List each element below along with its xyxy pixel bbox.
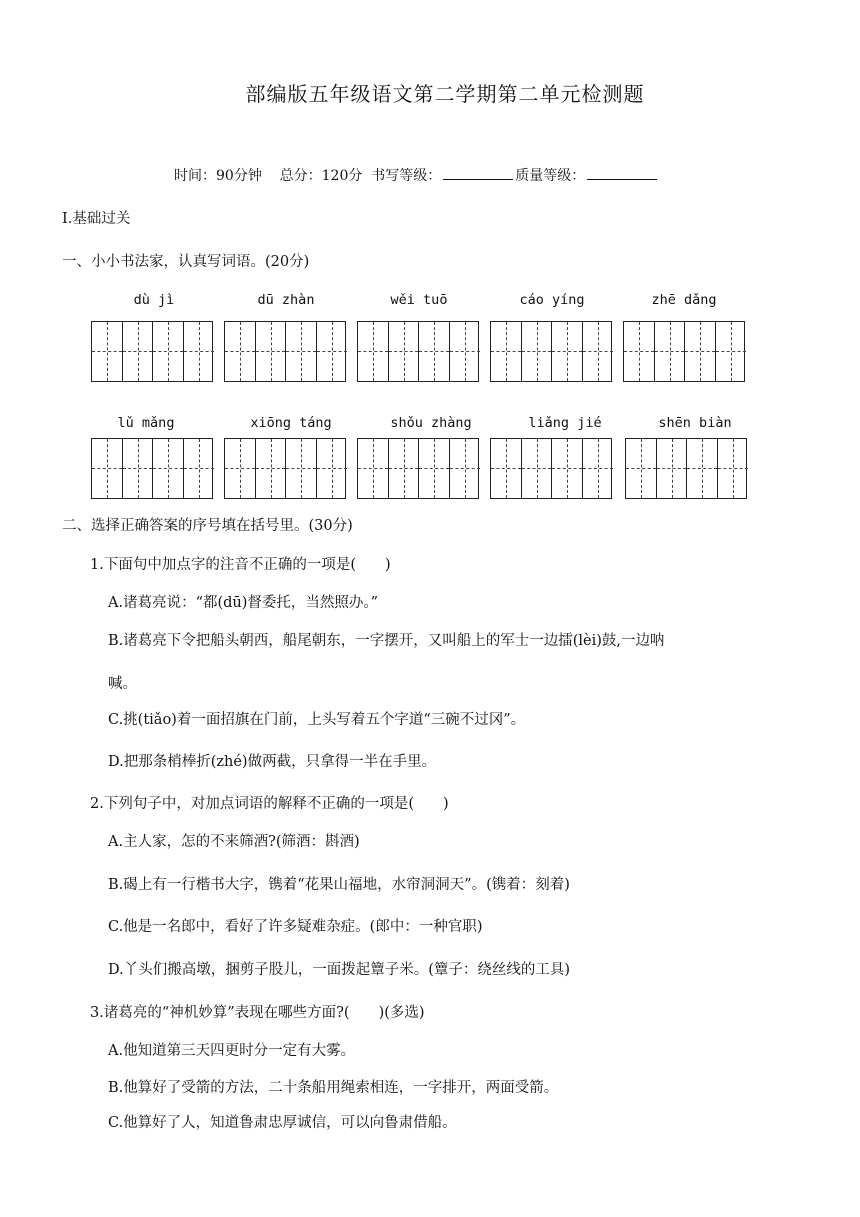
pinyin-label: liǎng jié (528, 415, 602, 431)
writing-grade-label: 书写等级： (371, 168, 442, 184)
question-3: 3.诸葛亮的“神机妙算”表现在哪些方面?( )(多选) (90, 1005, 425, 1021)
option-1c: C.挑(tiǎo)着一面招旗在门前，上头写着五个字道“三碗不过冈”。 (108, 712, 526, 728)
option-3b: B.他算好了受箭的方法，二十条船用绳索相连，一字排开，两面受箭。 (108, 1080, 559, 1096)
option-1d: D.把那条梢棒折(zhé)做两截，只拿得一半在手里。 (108, 754, 437, 770)
writing-grid[interactable] (623, 321, 745, 382)
writing-grid[interactable] (224, 438, 346, 499)
writing-grid[interactable] (91, 321, 213, 382)
option-2b: B.碣上有一行楷书大字，镌着“花果山福地，水帘洞洞天”。(镌着：刻着) (108, 877, 570, 893)
option-2d: D.丫头们搬高墩，捆剪子股儿，一面拨起簟子米。(簟子：绕丝线的工具) (108, 962, 571, 978)
option-2a: A.主人家，怎的不来筛酒?(筛酒：斟酒) (108, 834, 360, 850)
question-2: 2.下列句子中，对加点词语的解释不正确的一项是( ) (90, 796, 449, 812)
pinyin-label: cáo yíng (519, 292, 585, 308)
pinyin-label: xiōng táng (250, 415, 332, 431)
option-3a: A.他知道第三天四更时分一定有大雾。 (108, 1043, 356, 1059)
page-title: 部编版五年级语文第二学期第二单元检测题 (245, 82, 645, 106)
option-3c: C.他算好了人，知道鲁肃忠厚诚信，可以向鲁肃借船。 (108, 1115, 457, 1131)
writing-grid[interactable] (625, 438, 747, 499)
writing-grid[interactable] (357, 438, 479, 499)
quality-grade-label: 质量等级： (515, 168, 586, 184)
part-heading: Ⅰ.基础过关 (62, 211, 131, 227)
pinyin-label: zhē dǎng (651, 292, 717, 308)
option-1a: A.诸葛亮说：“都(dū)督委托，当然照办。” (108, 595, 379, 611)
writing-grid[interactable] (224, 321, 346, 382)
pinyin-label: wěi tuō (390, 292, 448, 308)
option-1b: B.诸葛亮下令把船头朝西，船尾朝东，一字摆开，又叫船上的军士一边擂(lèi)鼓,一边呐 (108, 633, 665, 649)
total-score: 总分：120分 (279, 168, 363, 184)
writing-grid[interactable] (357, 321, 479, 382)
writing-grid[interactable] (490, 438, 612, 499)
time-limit: 时间：90分钟 (174, 168, 262, 184)
pinyin-label: lǔ mǎng (117, 415, 175, 431)
section1-heading: 一、小小书法家，认真写词语。(20分) (62, 254, 310, 270)
option-1b-cont: 喊。 (108, 676, 137, 692)
quality-grade-blank[interactable] (587, 164, 657, 180)
pinyin-label: shēn biàn (658, 415, 732, 431)
writing-grid[interactable] (91, 438, 213, 499)
pinyin-label: shǒu zhàng (390, 415, 472, 431)
pinyin-label: dù jì (133, 292, 175, 308)
section2-heading: 二、选择正确答案的序号填在括号里。(30分) (62, 518, 353, 534)
writing-grid[interactable] (490, 321, 612, 382)
option-2c: C.他是一名郎中，看好了许多疑难杂症。(郎中：一种官职) (108, 919, 483, 935)
writing-grade-blank[interactable] (443, 164, 513, 180)
pinyin-label: dū zhàn (257, 292, 315, 308)
question-1: 1.下面句中加点字的注音不正确的一项是( ) (90, 557, 391, 573)
exam-info (174, 164, 659, 185)
